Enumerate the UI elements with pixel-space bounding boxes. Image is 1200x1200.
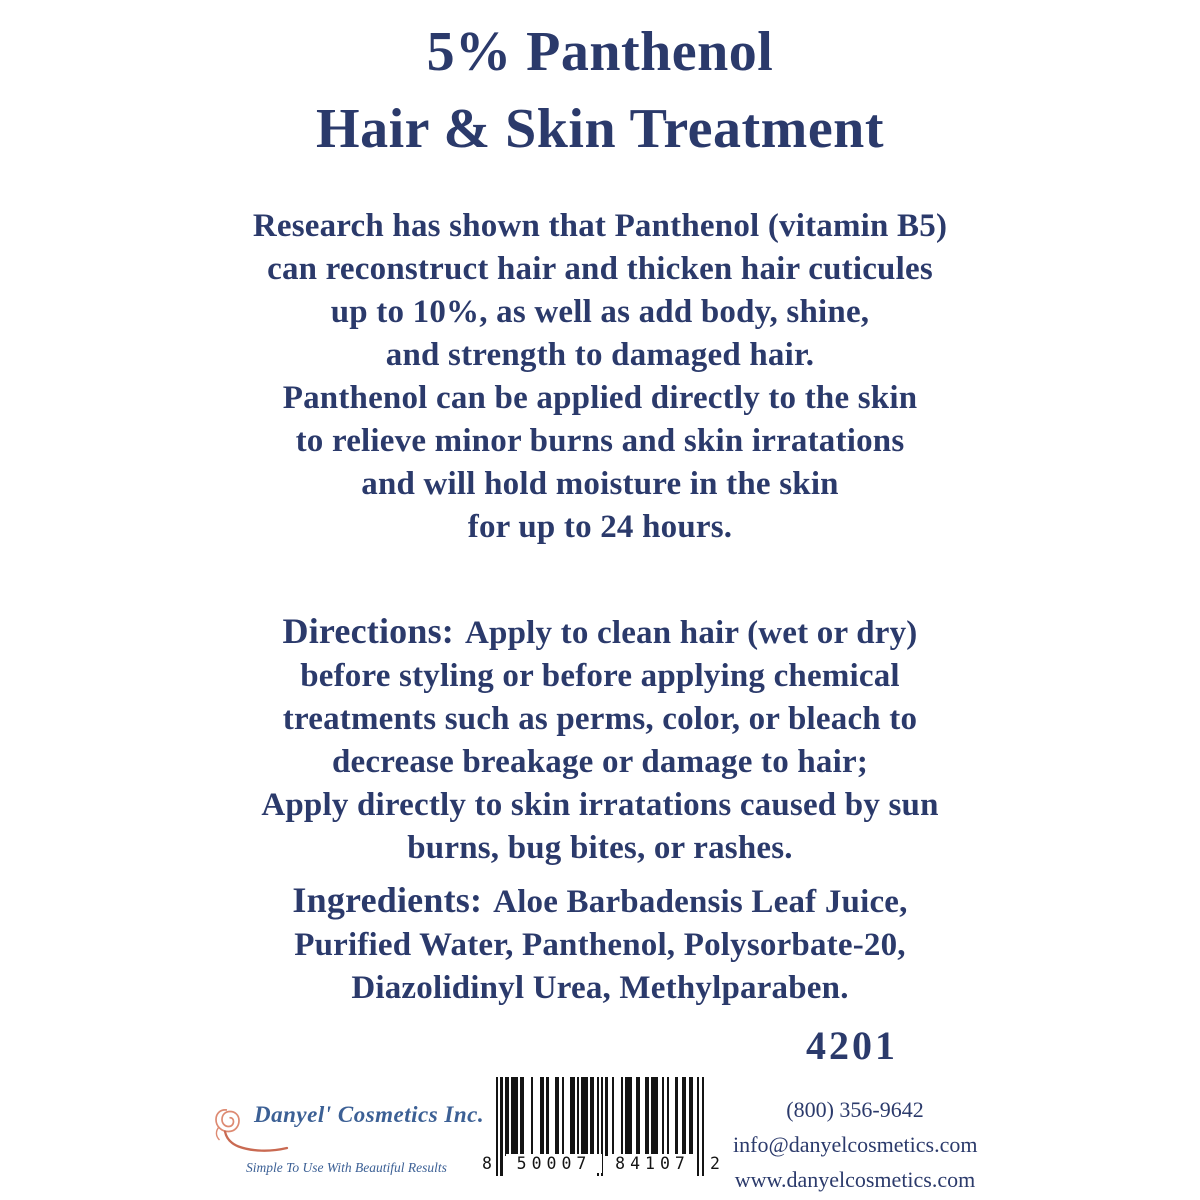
description-line: and strength to damaged hair. bbox=[385, 337, 815, 373]
brand-logo bbox=[216, 1092, 486, 1197]
contact-info bbox=[733, 1092, 977, 1197]
contact-phone: (800) 356-9642 bbox=[786, 1097, 924, 1122]
barcode-digits-group1: 50007 bbox=[506, 1154, 602, 1173]
barcode-digit-left: 8 bbox=[482, 1154, 492, 1173]
description-line: for up to 24 hours. bbox=[467, 509, 733, 545]
directions-first-line bbox=[0, 610, 1200, 655]
ingredients-line: Purified Water, Panthenol, Polysorbate-20, bbox=[294, 927, 906, 963]
barcode-digit-right: 2 bbox=[710, 1154, 720, 1173]
barcode-digits-group2: 84107 bbox=[610, 1154, 695, 1173]
ingredients-label: Ingredients: bbox=[292, 880, 483, 920]
directions-first-line-text: Apply to clean hair (wet or dry) bbox=[465, 615, 918, 651]
brand-tagline: Simple To Use With Beautiful Results bbox=[246, 1160, 447, 1175]
description-line: can reconstruct hair and thicken hair cuticules bbox=[267, 251, 933, 287]
ingredients-first-line-text: Aloe Barbadensis Leaf Juice, bbox=[493, 884, 908, 920]
directions-line: decrease breakage or damage to hair; bbox=[331, 744, 869, 780]
description-paragraph bbox=[0, 205, 1200, 549]
ingredients-first-line bbox=[0, 879, 1200, 924]
directions-paragraph bbox=[0, 610, 1200, 870]
directions-line: burns, bug bites, or rashes. bbox=[407, 830, 793, 866]
product-title-line1: 5% Panthenol bbox=[426, 21, 774, 83]
barcode bbox=[482, 1077, 732, 1177]
brand-name: Danyel' Cosmetics Inc. bbox=[254, 1102, 485, 1127]
directions-label: Directions: bbox=[282, 611, 454, 651]
directions-line: before styling or before applying chemical bbox=[300, 658, 900, 694]
directions-line: Apply directly to skin irratations caused by sun bbox=[261, 787, 939, 823]
contact-website: www.danyelcosmetics.com bbox=[734, 1167, 976, 1192]
description-line: and will hold moisture in the skin bbox=[361, 466, 839, 502]
directions-line: treatments such as perms, color, or bleach to bbox=[282, 701, 918, 737]
product-title-line2: Hair & Skin Treatment bbox=[316, 98, 884, 160]
contact-email: info@danyelcosmetics.com bbox=[733, 1132, 978, 1157]
description-line: Panthenol can be applied directly to the skin bbox=[282, 380, 918, 416]
description-line: to relieve minor burns and skin irratations bbox=[295, 423, 905, 459]
ingredients-line: Diazolidinyl Urea, Methylparaben. bbox=[351, 970, 849, 1006]
description-line: Research has shown that Panthenol (vitamin B5) bbox=[252, 208, 948, 244]
product-code: 4201 bbox=[806, 1023, 898, 1068]
description-line: up to 10%, as well as add body, shine, bbox=[330, 294, 870, 330]
ingredients-paragraph bbox=[0, 879, 1200, 1010]
product-title bbox=[0, 14, 1200, 168]
